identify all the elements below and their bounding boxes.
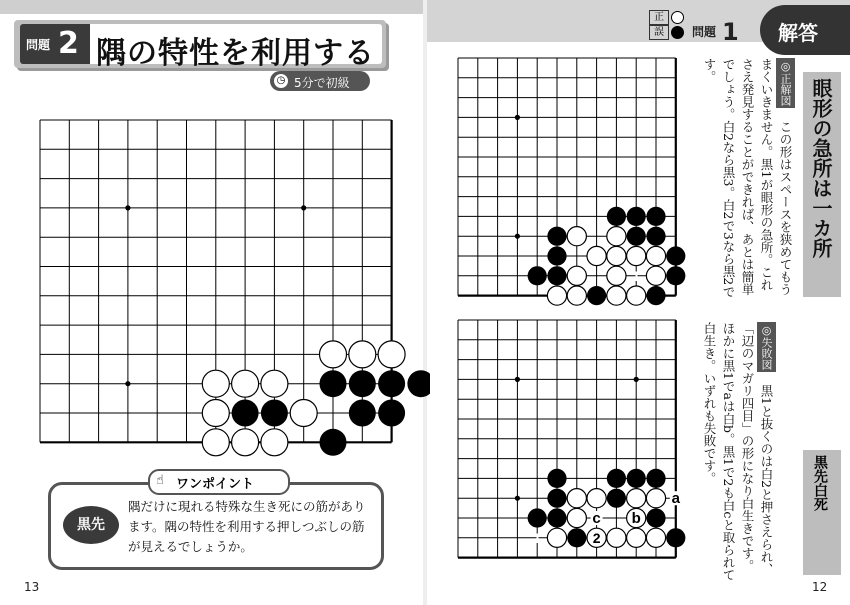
black-stone	[627, 469, 646, 488]
answer-subheading: 黒先白死	[812, 455, 828, 511]
black-stone	[232, 400, 259, 427]
problem-number: 2	[58, 26, 79, 61]
problem-label	[20, 24, 90, 64]
page-number-left: 13	[24, 580, 40, 594]
pointing-hand-icon: ☝	[156, 473, 164, 488]
white-stone	[646, 246, 665, 265]
black-stone	[547, 489, 566, 508]
move-label: a	[671, 490, 680, 508]
white-stone	[261, 429, 288, 456]
black-stone	[528, 508, 547, 527]
legend	[649, 8, 687, 38]
white-stone	[646, 489, 665, 508]
black-stone	[646, 286, 665, 305]
white-stone	[607, 286, 626, 305]
move-label: b	[631, 510, 641, 527]
answer-problem-text: 問題	[692, 25, 717, 39]
left-header-band	[0, 0, 425, 14]
white-stone	[567, 266, 586, 285]
white-stone	[349, 341, 376, 368]
fail-board	[448, 310, 698, 580]
correct-tag: ◎正解図	[776, 58, 795, 108]
star-point	[515, 234, 520, 239]
black-stone	[320, 429, 347, 456]
page-number-right: 12	[812, 580, 828, 594]
timer-text: 5分で初級	[294, 76, 350, 90]
move-label: 1	[632, 267, 641, 284]
answer-problem-label	[692, 14, 739, 46]
correct-explanation	[700, 58, 795, 298]
black-stone	[646, 207, 665, 226]
white-stone	[627, 246, 646, 265]
one-point-header	[148, 469, 290, 495]
fail-tag: ◎失敗図	[757, 322, 776, 372]
black-stone	[261, 400, 288, 427]
legend-correct-label: 正	[649, 10, 669, 25]
page-title: 隅の特性を利用する	[96, 36, 375, 71]
white-stone	[567, 286, 586, 305]
white-stone	[261, 370, 288, 397]
correct-board	[448, 50, 698, 310]
problem-board	[30, 110, 430, 470]
white-stone	[587, 489, 606, 508]
black-stone	[547, 469, 566, 488]
problem-label-text: 問題	[26, 38, 51, 52]
white-stone	[202, 400, 229, 427]
white-stone	[627, 528, 646, 547]
star-point	[515, 115, 520, 120]
answer-tab-label: 解答	[778, 21, 818, 45]
fail-explanation	[700, 322, 776, 582]
correct-text: この形はスペースを狭めてもうまくいきません。黒1が眼形の急所。これさえ発見することができれば、あとは簡単でしょう。白2なら黒3。白2で3なら黒2です。	[702, 58, 793, 298]
black-stone	[528, 266, 547, 285]
black-stone	[607, 469, 626, 488]
white-stone	[646, 528, 665, 547]
star-point	[515, 496, 520, 501]
white-stone	[547, 528, 566, 547]
white-stone	[587, 246, 606, 265]
move-label: c	[592, 510, 601, 527]
black-stone	[349, 370, 376, 397]
one-point-text: 隅だけに現れる特殊な生き死にの筋があります。隅の特性を利用する押しつぶしの筋が見えるでしょうか。	[128, 499, 366, 554]
white-stone	[607, 227, 626, 246]
star-point	[301, 205, 306, 210]
fail-text: 黒1と抜くのは白2と押さえられ、「辺のマガリ四目」の形になり白生きです。ほかに黒1でaは白b。黒1で2も白cと取られて白生き。いずれも失敗です。	[702, 322, 774, 581]
black-stone	[607, 489, 626, 508]
white-stone	[547, 286, 566, 305]
black-stone	[646, 508, 665, 527]
black-stone	[666, 266, 685, 285]
white-stone	[378, 341, 405, 368]
black-to-play-badge: 黒先	[63, 506, 119, 544]
white-stone	[646, 266, 665, 285]
star-point	[634, 377, 639, 382]
black-stone	[666, 246, 685, 265]
black-stone	[349, 400, 376, 427]
white-stone	[202, 429, 229, 456]
white-stone	[567, 227, 586, 246]
black-stone	[547, 246, 566, 265]
answer-heading: 眼形の急所は一カ所	[809, 78, 833, 258]
white-stone	[232, 429, 259, 456]
white-stone	[627, 489, 646, 508]
white-stone	[607, 528, 626, 547]
move-label: 2	[592, 287, 601, 304]
black-stone	[666, 528, 685, 547]
star-point	[125, 205, 130, 210]
white-stone	[607, 246, 626, 265]
star-point	[515, 377, 520, 382]
black-stone	[567, 528, 586, 547]
answer-problem-number: 1	[722, 18, 739, 46]
black-stone	[547, 266, 566, 285]
black-stone	[320, 370, 347, 397]
black-stone	[646, 469, 665, 488]
white-stone	[290, 400, 317, 427]
black-stone	[627, 227, 646, 246]
clock-icon: ◷	[274, 74, 288, 88]
white-stone	[320, 341, 347, 368]
black-stone	[378, 370, 405, 397]
black-stone	[607, 207, 626, 226]
white-stone	[567, 489, 586, 508]
one-point-title: ワンポイント	[176, 477, 255, 492]
black-stone	[378, 400, 405, 427]
white-stone	[232, 370, 259, 397]
black-stone	[547, 508, 566, 527]
black-circle-icon	[671, 26, 684, 39]
legend-wrong-label: 誤	[649, 25, 669, 40]
star-point	[125, 381, 130, 386]
white-stone	[627, 286, 646, 305]
white-circle-icon	[671, 11, 684, 24]
black-stone	[627, 207, 646, 226]
answer-tab	[760, 5, 850, 55]
move-label: 1	[533, 529, 542, 546]
timer-badge	[270, 71, 370, 91]
white-stone	[567, 508, 586, 527]
black-stone	[547, 227, 566, 246]
black-stone	[646, 227, 665, 246]
move-label: 2	[592, 529, 601, 546]
move-label: 3	[612, 267, 621, 284]
black-stone	[407, 370, 430, 397]
white-stone	[202, 370, 229, 397]
